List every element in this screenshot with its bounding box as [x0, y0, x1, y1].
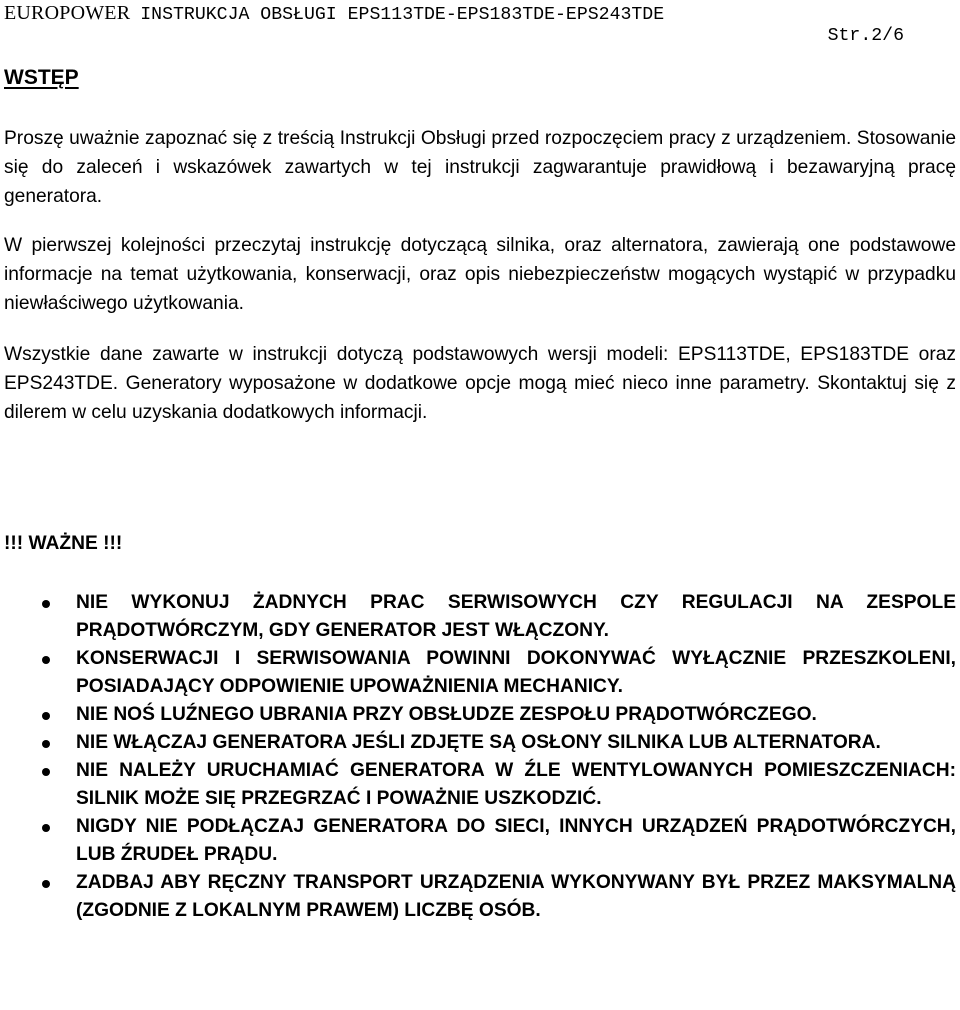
section-title-intro: WSTĘP [4, 66, 79, 89]
warning-text: ZADBAJ ABY RĘCZNY TRANSPORT URZĄDZENIA WYKONYWANY BYŁ PRZEZ MAKSYMALNĄ (ZGODNIE Z LOKALNYM PRAWEM) LICZBĘ OSÓB. [76, 872, 956, 921]
warning-list [4, 589, 956, 925]
warning-item [4, 701, 956, 729]
warning-item [4, 645, 956, 701]
document-title: INSTRUKCJA OBSŁUGI EPS113TDE-EPS183TDE-EPS243TDE [140, 5, 665, 25]
page-number: Str.2/6 [827, 26, 904, 46]
bullet-icon [42, 880, 50, 888]
warning-item [4, 589, 956, 645]
bullet-icon [42, 824, 50, 832]
warning-text: NIE NALEŻY URUCHAMIAĆ GENERATORA W ŹLE WENTYLOWANYCH POMIESZCZENIACH: SILNIK MOŻE SIĘ PRZEGRZAĆ I POWAŻNIE USZKODZIĆ. [76, 760, 956, 809]
warning-text: NIE WŁĄCZAJ GENERATORA JEŚLI ZDJĘTE SĄ OSŁONY SILNIKA LUB ALTERNATORA. [76, 732, 881, 753]
bullet-icon [42, 740, 50, 748]
warning-text: NIE NOŚ LUŹNEGO UBRANIA PRZY OBSŁUDZE ZESPOŁU PRĄDOTWÓRCZEGO. [76, 704, 817, 725]
warning-item [4, 869, 956, 925]
document-page [4, 0, 956, 1010]
intro-paragraph: Wszystkie dane zawarte w instrukcji dotyczą podstawowych wersji modeli: EPS113TDE, EPS183TDE oraz EPS243TDE. Generatory wyposażone w dodatkowe opcje mogą mieć nieco inne parametry. Skontaktuj się z dilerem w celu uzyskania dodatkowych informacji. [4, 344, 956, 423]
warning-item [4, 729, 956, 757]
brand-name: EUROPOWER [4, 2, 131, 24]
bullet-icon [42, 600, 50, 608]
page-header [4, 2, 956, 26]
bullet-icon [42, 768, 50, 776]
warning-item [4, 757, 956, 813]
intro-paragraph: Proszę uważnie zapoznać się z treścią Instrukcji Obsługi przed rozpoczęciem pracy z urządzeniem. Stosowanie się do zaleceń i wskazówek zawartych w tej instrukcji zagwarantuje prawidłową i bezawaryjną pracę generatora. [4, 128, 956, 207]
warning-text: KONSERWACJI I SERWISOWANIA POWINNI DOKONYWAĆ WYŁĄCZNIE PRZESZKOLENI, POSIADAJĄCY ODPOWIENIE UPOWAŻNIENIA MECHANICY. [76, 648, 956, 697]
bullet-icon [42, 656, 50, 664]
intro-paragraph: W pierwszej kolejności przeczytaj instrukcję dotyczącą silnika, oraz alternatora, zawierają one podstawowe informacje na temat użytkowania, konserwacji, oraz opis niebezpieczeństw mogących wystąpić w przypadku niewłaściwego użytkowania. [4, 235, 956, 314]
warning-text: NIGDY NIE PODŁĄCZAJ GENERATORA DO SIECI, INNYCH URZĄDZEŃ PRĄDOTWÓRCZYCH, LUB ŹRUDEŁ PRĄDU. [76, 816, 956, 865]
bullet-icon [42, 712, 50, 720]
warning-text: NIE WYKONUJ ŻADNYCH PRAC SERWISOWYCH CZY REGULACJI NA ZESPOLE PRĄDOTWÓRCZYM, GDY GENERATOR JEST WŁĄCZONY. [76, 592, 956, 641]
warning-heading: !!! WAŻNE !!! [4, 533, 123, 554]
warning-item [4, 813, 956, 869]
